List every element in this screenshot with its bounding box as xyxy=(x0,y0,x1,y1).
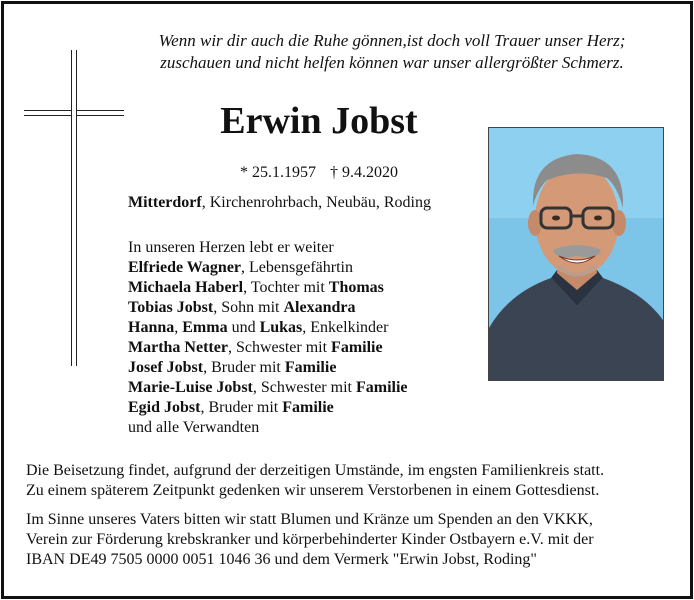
life-dates xyxy=(144,164,494,182)
motto-line-2: zuschauen und nicht helfen können war unser allergrößter Schmerz. xyxy=(160,53,624,72)
mourner-family: Familie xyxy=(284,359,337,376)
mourner-relation: , Schwester mit xyxy=(252,379,356,396)
obituary-frame xyxy=(1,1,693,599)
deceased-name: Erwin Jobst xyxy=(220,100,418,142)
burial-line-1: Die Beisetzung findet, aufgrund der derzeitigen Umstände, im engsten Familienkreis statt. xyxy=(26,462,605,479)
donation-line-3: IBAN DE49 7505 0000 0051 1046 36 und dem Vermerk "Erwin Jobst, Roding" xyxy=(26,551,537,568)
burial-notice xyxy=(26,461,678,501)
mourner-relation: , Bruder mit xyxy=(203,359,285,376)
mourner-line xyxy=(128,398,408,418)
mourner-line xyxy=(128,338,408,358)
portrait-illustration xyxy=(489,128,664,381)
mourner-family: Familie xyxy=(355,379,408,396)
grandchild-name: Lukas xyxy=(259,319,303,336)
burial-line-2: Zu einem späterem Zeitpunkt gedenken wir unserem Verstorbenen in einem Gottesdienst. xyxy=(26,482,600,499)
place-rest: , Kirchenrohrbach, Neubäu, Roding xyxy=(201,194,431,211)
mourners-list xyxy=(128,238,408,438)
mourner-line xyxy=(128,258,408,278)
mourner-family: Familie xyxy=(282,399,334,416)
places xyxy=(128,194,431,212)
mourner-line xyxy=(128,378,408,398)
mourner-partner: Alexandra xyxy=(283,299,356,316)
mourner-name: Michaela Haberl xyxy=(128,279,244,296)
motto-line-1: Wenn wir dir auch die Ruhe gönnen,ist doch voll Trauer unser Herz; xyxy=(158,31,626,50)
mourner-family: Familie xyxy=(331,339,383,356)
mourners-outro: und alle Verwandten xyxy=(128,419,260,436)
mourner-name: Elfriede Wagner xyxy=(128,259,242,276)
mourners-intro: In unseren Herzen lebt er weiter xyxy=(128,239,334,256)
grandchild-name: Hanna xyxy=(128,319,175,336)
portrait-photo xyxy=(488,127,664,381)
donation-line-1: Im Sinne unseres Vaters bitten wir statt Blumen und Kränze um Spenden an den VKKK, xyxy=(26,511,593,528)
mourner-relation: , Bruder mit xyxy=(200,399,283,416)
mourner-relation: , Sohn mit xyxy=(213,299,284,316)
donation-line-2: Verein zur Förderung krebskranker und körperbehinderter Kinder Ostbayern e.V. mit der xyxy=(26,531,594,548)
birth-date: * 25.1.1957 xyxy=(240,164,316,181)
mourner-relation: , Lebensgefährtin xyxy=(241,259,353,276)
death-date: † 9.4.2020 xyxy=(330,164,398,181)
grandchild-name: Emma xyxy=(182,319,228,336)
mourner-line xyxy=(128,318,408,338)
mourner-relation: , Enkelkinder xyxy=(302,319,389,336)
mourner-line xyxy=(128,298,408,318)
mourner-name: Josef Jobst xyxy=(128,359,204,376)
cross-gap xyxy=(72,110,76,116)
cross-icon xyxy=(71,50,77,366)
mourner-line xyxy=(128,358,408,378)
mourner-name: Marie-Luise Jobst xyxy=(128,379,253,396)
mourner-relation: , Tochter mit xyxy=(243,279,329,296)
mourner-relation: , Schwester mit xyxy=(227,339,332,356)
place-main: Mitterdorf xyxy=(128,194,202,211)
separator: und xyxy=(227,319,260,336)
notice-text xyxy=(26,461,678,579)
motto xyxy=(4,30,690,74)
mourner-line xyxy=(128,278,408,298)
mourner-partner: Thomas xyxy=(328,279,384,296)
mourner-name: Tobias Jobst xyxy=(128,299,214,316)
donation-notice xyxy=(26,510,678,570)
mourner-name: Egid Jobst xyxy=(128,399,201,416)
separator: , xyxy=(174,319,183,336)
mourner-name: Martha Netter xyxy=(128,339,228,356)
